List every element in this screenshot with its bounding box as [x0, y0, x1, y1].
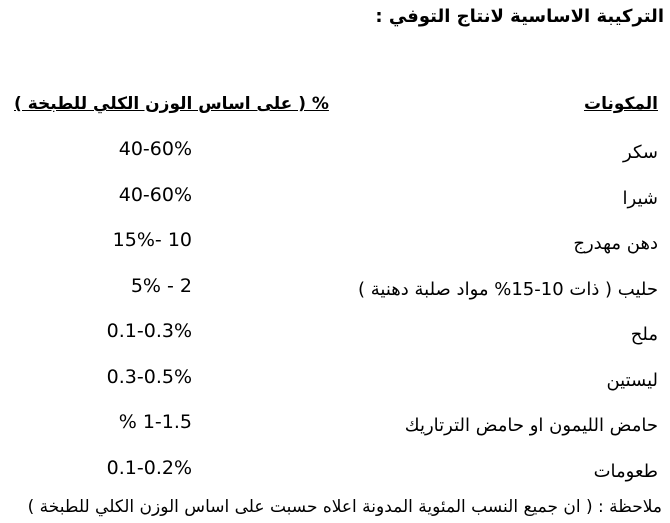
ingredient-name: دهن مهدرج: [573, 233, 658, 254]
ingredient-name: حليب ( ذات 10-15% مواد صلبة دهنية ): [358, 278, 658, 300]
table-row: [0, 271, 670, 317]
table-row: [0, 225, 670, 271]
ingredient-percent: 40-60%: [118, 183, 192, 206]
table-row: [0, 180, 670, 226]
ingredient-name: حامض الليمون او حامض الترتاريك: [404, 415, 658, 436]
page-title: التركيبة الاساسية لانتاج التوفي :: [375, 6, 664, 27]
ingredient-name: طعومات: [593, 460, 658, 482]
ingredient-percent: 0.3-0.5%: [106, 365, 192, 388]
table-row: [0, 316, 670, 362]
ingredient-percent: 40-60%: [118, 138, 192, 160]
table-row: [0, 362, 670, 408]
ingredients-column-header: المكونات: [583, 94, 658, 114]
table-row: [0, 453, 670, 499]
ingredients-table: [0, 134, 670, 498]
ingredient-name: ليستين: [606, 369, 658, 391]
ingredient-percent: 2 - 5%: [130, 274, 192, 297]
table-row: [0, 134, 670, 180]
ingredient-percent: 0.1-0.3%: [106, 320, 192, 342]
ingredient-name: سكر: [623, 142, 658, 163]
percent-column-header: % ( على اساس الوزن الكلي للطبخة ): [14, 94, 329, 114]
footnote: ملاحظة : ( ان جميع النسب المئوية المدونة اعلاه حسبت على اساس الوزن الكلي للطبخة ): [27, 497, 662, 517]
ingredient-percent: 10 -15%: [112, 229, 192, 251]
ingredient-percent: 0.1-0.2%: [106, 456, 192, 479]
table-row: [0, 407, 670, 453]
ingredient-name: شيرا: [622, 187, 658, 209]
ingredient-percent: 1-1.5 %: [118, 411, 192, 433]
ingredient-name: ملح: [630, 324, 658, 345]
